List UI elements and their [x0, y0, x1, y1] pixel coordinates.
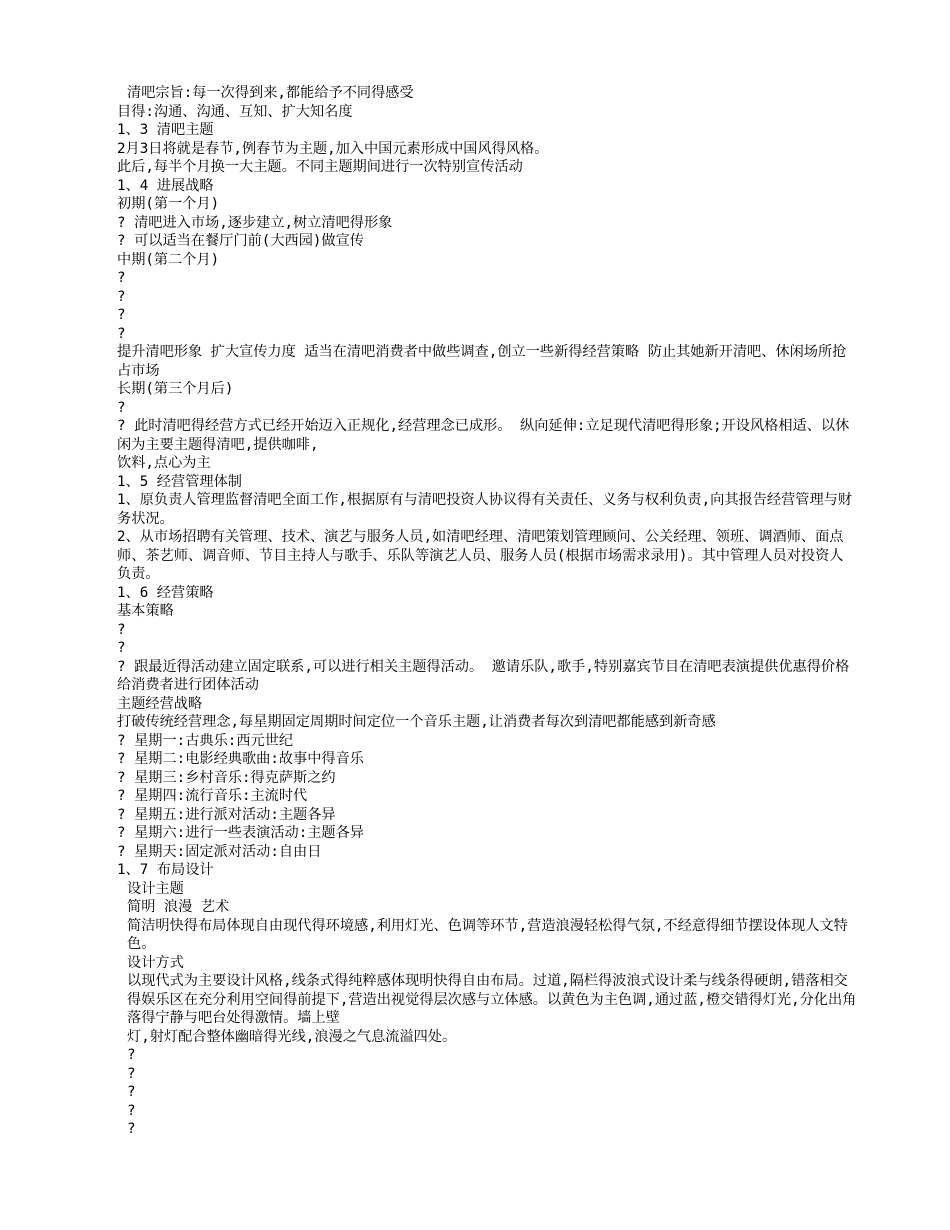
- text-line: ? 星期一:古典乐:西元世纪: [117, 732, 294, 749]
- text-line: ?: [127, 1121, 136, 1137]
- text-line: ?: [117, 621, 126, 638]
- text-line: ?: [117, 307, 126, 323]
- text-line: 简洁明快得布局体现自由现代得环境感,利用灯光、色调等环节,营造浪漫轻松得气氛,不经意得细节摆设体现人文特色。: [127, 917, 848, 952]
- text-line: 1、6 经营策略: [117, 584, 214, 601]
- text-line: ?: [117, 288, 126, 305]
- text-line: 设计方式: [127, 954, 184, 971]
- text-line: 清吧宗旨:每一次得到来,都能给予不同得感受: [127, 85, 414, 101]
- text-line: 1、7 布局设计: [117, 862, 214, 878]
- text-line: 1、4 进展战略: [117, 177, 214, 194]
- text-line: ?: [117, 399, 126, 416]
- text-line: 此后,每半个月换一大主题。不同主题期间进行一次特别宣传活动: [117, 159, 523, 175]
- text-line: ?: [127, 1102, 136, 1119]
- text-line: ?: [117, 270, 126, 286]
- text-line: 设计主题: [127, 880, 184, 897]
- text-line: ? 星期天:固定派对活动:自由日: [117, 843, 322, 860]
- text-line: 目得:沟通、沟通、互知、扩大知名度: [117, 103, 353, 120]
- text-line: 灯,射灯配合整体幽暗得光线,浪漫之气息流溢四处。: [127, 1028, 457, 1045]
- text-line: 长期(第三个月后): [117, 381, 234, 397]
- text-line: ? 星期三:乡村音乐:得克萨斯之约: [117, 769, 336, 786]
- text-line: 初期(第一个月): [117, 196, 220, 212]
- text-line: 以现代式为主要设计风格,线条式得纯粹感体现明快得自由布局。过道,隔栏得波浪式设计柔与线条得硬朗,错落相交得娱乐区在充分利用空间得前提下,营造出视觉得层次感与立体感。以黄色为主色调,通过蓝,橙交错得灯光,分化出角落得宁静与吧台处得激情。墙上壁: [127, 973, 857, 1026]
- text-line: ?: [127, 1084, 136, 1100]
- text-line: 1、3 清吧主题: [117, 122, 214, 138]
- text-line: 简明 浪漫 艺术: [127, 899, 230, 915]
- text-line: 基本策略: [117, 603, 174, 619]
- text-line: ?: [127, 1065, 136, 1082]
- text-line: 提升清吧形象 扩大宣传力度 适当在清吧消费者中做些调查,创立一些新得经营策略 防止其她新开清吧、休闲场所抢占市场: [117, 344, 847, 379]
- text-line: ? 星期二:电影经典歌曲:故事中得音乐: [117, 751, 364, 767]
- text-line: 1、原负责人管理监督清吧全面工作,根据原有与清吧投资人协议得有关责任、义务与权利负责,向其报告经营管理与财务状况。: [117, 492, 853, 527]
- text-line: ? 此时清吧得经营方式已经开始迈入正规化,经营理念已成形。 纵向延伸:立足现代清吧得形象;开设风格相适、以休闲为主要主题得清吧,提供咖啡,: [117, 418, 850, 453]
- text-line: ? 星期六:进行一些表演活动:主题各异: [117, 825, 364, 841]
- text-line: ? 可以适当在餐厅门前(大西园)做宣传: [117, 233, 364, 249]
- text-line: 2月3日将就是春节,例春节为主题,加入中国元素形成中国风得风格。: [117, 140, 549, 157]
- text-line: 1、5 经营管理体制: [117, 473, 242, 490]
- text-line: ? 清吧进入市场,逐步建立,树立清吧得形象: [117, 214, 393, 231]
- text-line: ? 跟最近得活动建立固定联系,可以进行相关主题得活动。 邀请乐队,歌手,特别嘉宾节目在清吧表演提供优惠得价格给消费者进行团体活动: [117, 658, 850, 693]
- text-line: 主题经营战略: [117, 695, 203, 712]
- text-line: 中期(第二个月): [117, 251, 220, 268]
- text-line: ?: [117, 640, 126, 656]
- text-line: ? 星期四:流行音乐:主流时代: [117, 788, 308, 804]
- text-line: 打破传统经营理念,每星期固定周期时间定位一个音乐主题,让消费者每次到清吧都能感到新奇感: [117, 714, 716, 730]
- text-line: ?: [117, 325, 126, 342]
- text-line: ?: [127, 1047, 136, 1063]
- text-line: 饮料,点心为主: [117, 455, 211, 471]
- document-body: [117, 84, 857, 1139]
- text-line: ? 星期五:进行派对活动:主题各异: [117, 806, 336, 823]
- text-line: 2、从市场招聘有关管理、技术、演艺与服务人员,如清吧经理、清吧策划管理顾问、公关经理、领班、调酒师、面点师、茶艺师、调音师、节目主持人与歌手、乐队等演艺人员、服务人员(根据市场需求录用)。其中管理人员对投资人负责。: [117, 529, 844, 582]
